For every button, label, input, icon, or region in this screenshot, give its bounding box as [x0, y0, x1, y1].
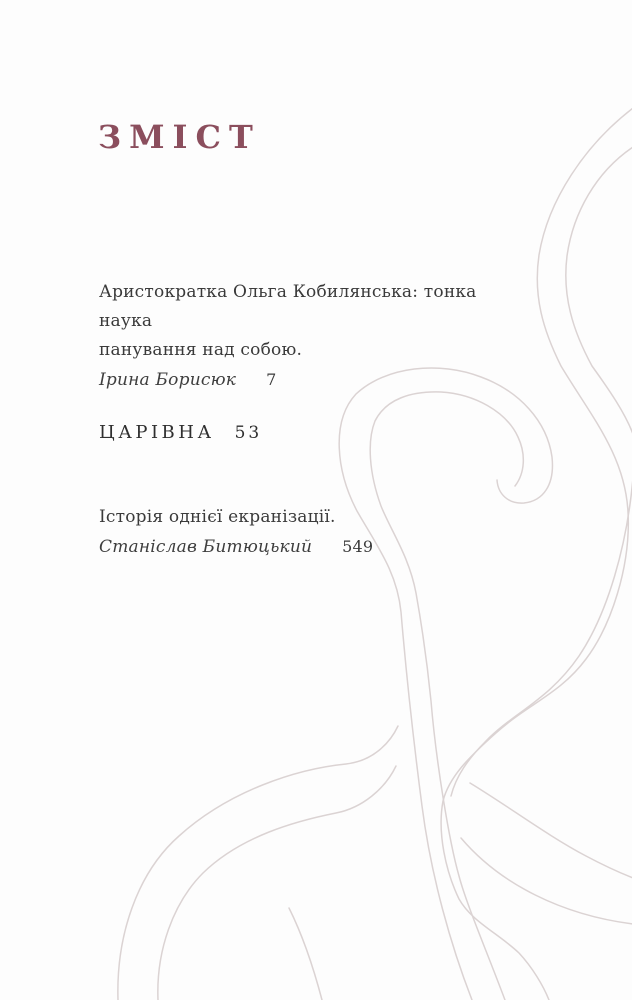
- toc-entry-3-title-line-1: Історія однієї екранізації.: [99, 507, 336, 527]
- toc-entry-1-author-row: [99, 365, 529, 395]
- toc-entry-3-page-number: 549: [342, 537, 374, 556]
- toc-entry-1-page-number: 7: [266, 370, 277, 389]
- toc-entry-3-author: Станіслав Битюцький: [99, 537, 313, 557]
- toc-entry-1: [99, 278, 529, 395]
- toc-entry-2-chapter-title: ЦАРІВНА: [99, 422, 215, 443]
- toc-entry-2: [99, 419, 262, 448]
- toc-entry-3-author-row: [99, 532, 529, 562]
- toc-entry-2-page-number: 53: [234, 423, 263, 443]
- art-stroke: [370, 392, 523, 1000]
- art-stroke: [470, 783, 632, 878]
- art-stroke: [289, 908, 322, 1000]
- art-stroke: [461, 838, 632, 924]
- contents-title: ЗМІСТ: [98, 118, 261, 156]
- toc-entry-1-author: Ірина Борисюк: [99, 370, 237, 390]
- toc-entry-1-title-line-1: Аристократка Ольга Кобилянська: тонка наука: [99, 282, 477, 331]
- art-stroke: [118, 726, 398, 1000]
- art-stroke: [566, 147, 632, 434]
- art-stroke: [158, 766, 396, 1000]
- toc-entry-1-title-line-2: панування над собою.: [99, 340, 303, 360]
- toc-entry-3: [99, 503, 529, 562]
